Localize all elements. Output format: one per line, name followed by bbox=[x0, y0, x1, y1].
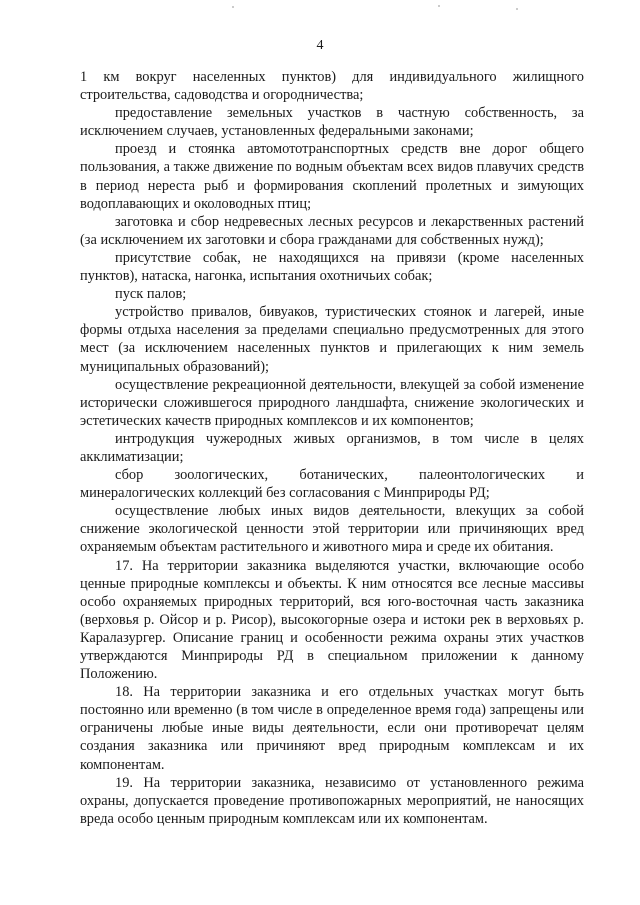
paragraph: устройство привалов, бивуаков, туристических стоянок и лагерей, иные формы отдыха населения за пределами специально предусмотренных для этого мест (за исключением населенных пунктов и прилегающих к ним земель муниципальных образований); bbox=[80, 304, 584, 375]
document-body bbox=[80, 68, 584, 828]
page-number: 4 bbox=[316, 38, 324, 53]
paragraph: осуществление рекреационной деятельности, влекущей за собой изменение исторически сложившегося природного ландшафта, снижение экологических и эстетических качеств природных комплексов и их компонентов; bbox=[80, 376, 584, 429]
paragraph: сбор зоологических, ботанических, палеонтологических и минералогических коллекций без согласования с Минприроды РД; bbox=[80, 467, 584, 502]
scan-speck bbox=[232, 6, 234, 8]
paragraph: заготовка и сбор недревесных лесных ресурсов и лекарственных растений (за исключением их заготовки и сбора гражданами для собственных нужд); bbox=[80, 213, 584, 248]
paragraph: осуществление любых иных видов деятельности, влекущих за собой снижение экологической ценности этой территории или причиняющих вред охраняемым объектам растительного и животного мира и среде их обитания. bbox=[80, 503, 584, 556]
paragraph: 18. На территории заказника и его отдельных участках могут быть постоянно или временно (в том числе в определенное время года) запрещены или ограничены любые иные виды деятельности, если они противоречат целям создания заказника или причиняют вред природным комплексам и их компонентам. bbox=[80, 684, 584, 773]
paragraph: проезд и стоянка автомототранспортных средств вне дорог общего пользования, а также движение по водным объектам всех видов плавучих средств в период нереста рыб и формирования скоплений пролетных и зимующих водоплавающих и околоводных птиц; bbox=[80, 141, 584, 212]
paragraph: предоставление земельных участков в частную собственность, за исключением случаев, установленных федеральными законами; bbox=[80, 105, 584, 140]
paragraph: 17. На территории заказника выделяются участки, включающие особо ценные природные комплексы и объекты. К ним относятся все лесные массивы особо охраняемых природных территорий, вся юго-восточная часть заказника (верховья р. Ойсор и р. Рисор), высокогорные озера и истоки рек в верховьях р. Каралазургер. Описание границ и особенности режима охраны этих участков утверждаются Минприроды РД в специальном приложении к данному Положению. bbox=[80, 557, 584, 683]
paragraph: 19. На территории заказника, независимо от установленного режима охраны, допускается проведение противопожарных мероприятий, не наносящих вреда особо ценным природным комплексам или их компонентам. bbox=[80, 774, 584, 827]
paragraph: интродукция чужеродных живых организмов, в том числе в целях акклиматизации; bbox=[80, 430, 584, 465]
paragraph: пуск палов; bbox=[115, 286, 187, 303]
scan-speck bbox=[516, 8, 518, 10]
scan-speck bbox=[438, 5, 440, 7]
paragraph: присутствие собак, не находящихся на привязи (кроме населенных пунктов), натаска, нагонка, испытания охотничьих собак; bbox=[80, 249, 584, 285]
paragraph: 1 км вокруг населенных пунктов) для индивидуального жилищного строительства, садоводства и огородничества; bbox=[80, 69, 584, 104]
